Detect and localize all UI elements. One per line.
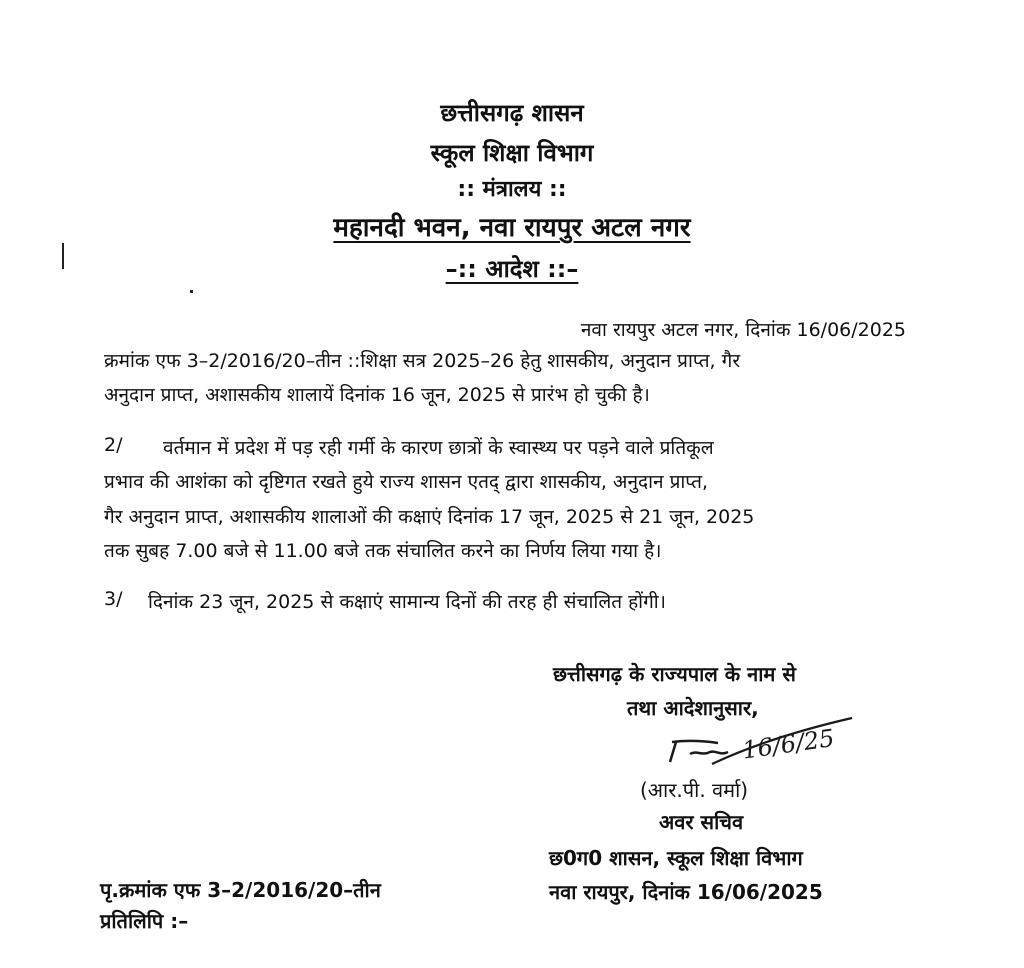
governor-authority: छत्तीसगढ़ के राज्यपाल के नाम से — [553, 662, 796, 686]
ministry-title: :: मंत्रालय :: — [457, 177, 567, 202]
order-heading — [0, 252, 1024, 285]
order-authority: तथा आदेशानुसार, — [627, 696, 759, 720]
para3-number: 3/ — [104, 588, 123, 610]
para1-line1-text: क्रमांक एफ 3–2/2016/20–तीन ::शिक्षा सत्र 2025–26 हेतु शासकीय, अनुदान प्राप्त, गैर — [104, 350, 741, 372]
para3-text: दिनांक 23 जून, 2025 से कक्षाएं सामान्य दिनों की तरह ही संचालित होंगी। — [148, 591, 666, 613]
order-heading-text: –:: आदेश ::– — [445, 255, 579, 283]
para2-line3: गैर अनुदान प्राप्त, अशासकीय शालाओं की कक्षाएं दिनांक 17 जून, 2025 से 21 जून, 2025 — [104, 506, 755, 528]
department-title: स्कूल शिक्षा विभाग — [430, 139, 594, 167]
scan-dot — [190, 290, 193, 293]
signatory-place-date: नवा रायपुर, दिनांक 16/06/2025 — [549, 880, 823, 904]
para2-number: 2/ — [104, 434, 123, 456]
date-line: नवा रायपुर अटल नगर, दिनांक 16/06/2025 — [580, 319, 906, 341]
signature-date: 16/6/25 — [740, 723, 837, 765]
para1-line2: अनुदान प्राप्त, अशासकीय शालायें दिनांक 16 जून, 2025 से प्रारंभ हो चुकी है। — [104, 384, 650, 406]
para2-line2: प्रभाव की आशंका को दृष्टिगत रखते हुये राज्य शासन एतद् द्वारा शासकीय, अनुदान प्राप्त, — [104, 471, 709, 493]
government-title: छत्तीसगढ़ शासन — [440, 99, 584, 127]
endorsement-number: पृ.क्रमांक एफ 3–2/2016/20–तीन — [100, 878, 381, 902]
para1-line1 — [104, 347, 904, 373]
signatory-designation: अवर सचिव — [659, 810, 744, 834]
address-text: महानदी भवन, नवा रायपुर अटल नगर — [333, 213, 691, 243]
para2-line1: वर्तमान में प्रदेश में पड़ रही गर्मी के कारण छात्रों के स्वास्थ्य पर पड़ने वाले प्रतिकूल — [163, 437, 714, 459]
copy-label: प्रतिलिपि :– — [100, 909, 189, 933]
signatory-name: (आर.पी. वर्मा) — [640, 778, 749, 802]
address-line — [0, 208, 1024, 244]
signature-stroke — [672, 741, 718, 743]
signatory-office: छ0ग0 शासन, स्कूल शिक्षा विभाग — [549, 846, 803, 870]
margin-mark — [62, 243, 64, 269]
para2-line4: तक सुबह 7.00 बजे से 11.00 बजे तक संचालित करने का निर्णय लिया गया है। — [104, 540, 662, 562]
signature-stroke — [670, 742, 728, 762]
